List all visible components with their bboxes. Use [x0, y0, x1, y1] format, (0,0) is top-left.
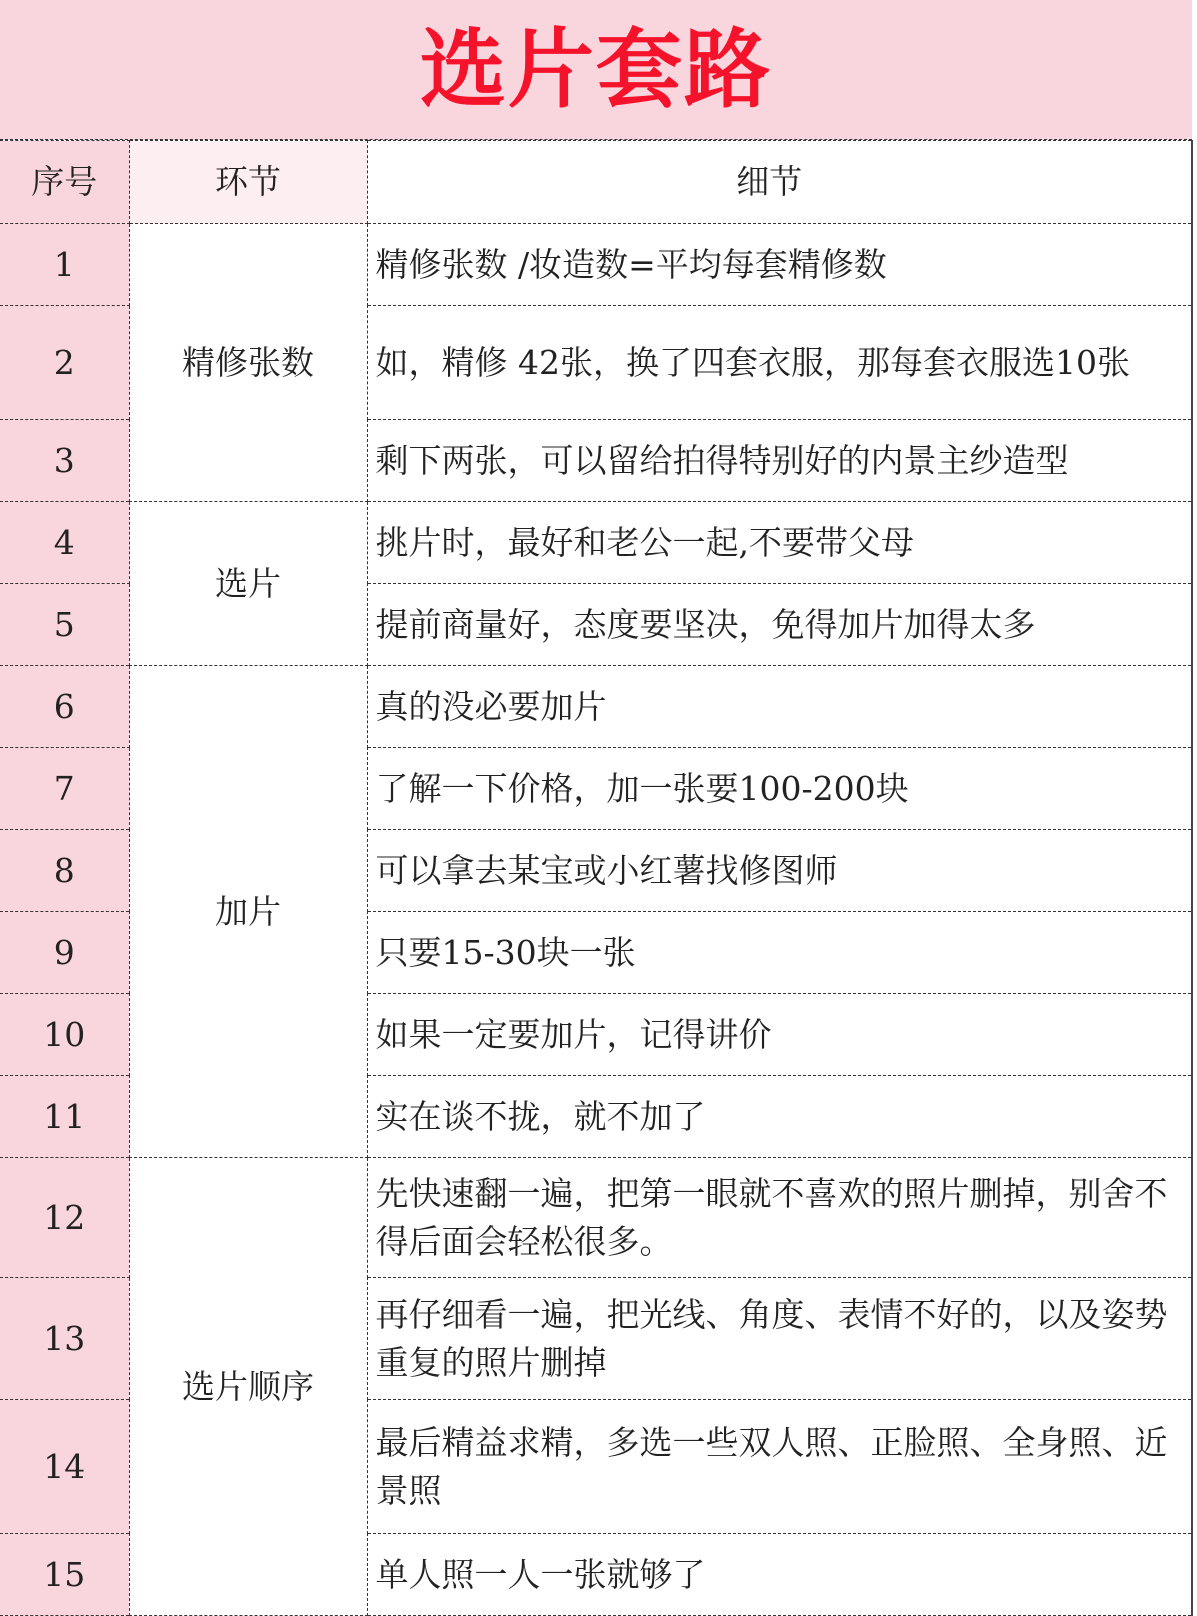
row-detail: 先快速翻一遍，把第一眼就不喜欢的照片删掉，别舍不得后面会轻松很多。 — [367, 1158, 1192, 1278]
stage-cell: 精修张数 — [129, 224, 367, 502]
header-detail: 细节 — [367, 141, 1192, 224]
row-index: 7 — [0, 748, 129, 830]
table-row — [0, 666, 1192, 748]
row-detail: 剩下两张，可以留给拍得特别好的内景主纱造型 — [367, 420, 1192, 502]
row-detail: 实在谈不拢，就不加了 — [367, 1076, 1192, 1158]
title-banner — [0, 0, 1192, 140]
row-index: 1 — [0, 224, 129, 306]
row-detail: 提前商量好，态度要坚决，免得加片加得太多 — [367, 584, 1192, 666]
row-detail: 了解一下价格，加一张要100-200块 — [367, 748, 1192, 830]
row-index: 5 — [0, 584, 129, 666]
stage-cell: 选片顺序 — [129, 1158, 367, 1616]
row-index: 8 — [0, 830, 129, 912]
stage-cell: 选片 — [129, 502, 367, 666]
table-header-row — [0, 141, 1192, 224]
row-detail: 最后精益求精，多选一些双人照、正脸照、全身照、近景照 — [367, 1400, 1192, 1534]
tips-table — [0, 140, 1193, 1616]
row-detail: 可以拿去某宝或小红薯找修图师 — [367, 830, 1192, 912]
row-index: 3 — [0, 420, 129, 502]
stage-cell: 加片 — [129, 666, 367, 1158]
row-detail: 单人照一人一张就够了 — [367, 1534, 1192, 1616]
row-index: 14 — [0, 1400, 129, 1534]
row-index: 2 — [0, 306, 129, 420]
table-row — [0, 224, 1192, 306]
row-index: 15 — [0, 1534, 129, 1616]
row-index: 6 — [0, 666, 129, 748]
page-title: 选片套路 — [420, 19, 772, 120]
row-index: 11 — [0, 1076, 129, 1158]
row-detail: 再仔细看一遍，把光线、角度、表情不好的，以及姿势重复的照片删掉 — [367, 1278, 1192, 1400]
row-detail: 精修张数 /妆造数=平均每套精修数 — [367, 224, 1192, 306]
row-detail: 只要15-30块一张 — [367, 912, 1192, 994]
row-index: 12 — [0, 1158, 129, 1278]
row-detail: 真的没必要加片 — [367, 666, 1192, 748]
table-row — [0, 1158, 1192, 1278]
header-stage: 环节 — [129, 141, 367, 224]
row-index: 4 — [0, 502, 129, 584]
table-row — [0, 502, 1192, 584]
header-index: 序号 — [0, 141, 129, 224]
row-index: 9 — [0, 912, 129, 994]
row-index: 10 — [0, 994, 129, 1076]
row-detail: 如，精修 42张，换了四套衣服，那每套衣服选10张 — [367, 306, 1192, 420]
row-detail: 挑片时，最好和老公一起,不要带父母 — [367, 502, 1192, 584]
row-index: 13 — [0, 1278, 129, 1400]
row-detail: 如果一定要加片，记得讲价 — [367, 994, 1192, 1076]
